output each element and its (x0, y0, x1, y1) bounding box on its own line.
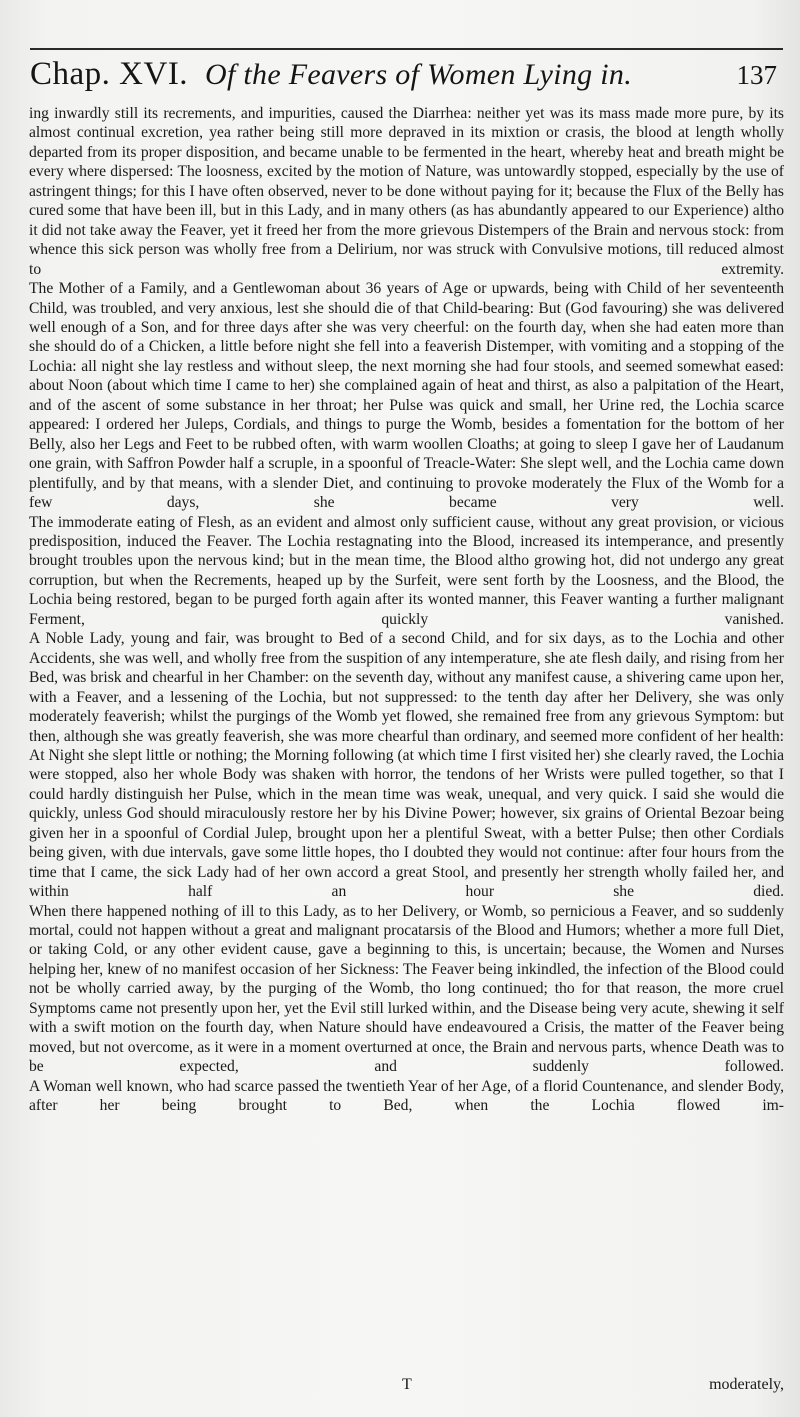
chapter-label: Chap. XVI. (30, 56, 189, 92)
catchword: moderately, (709, 1376, 784, 1393)
body-text (29, 104, 784, 1116)
paragraph-commentary: When there happened nothing of ill to this Lady, as to her Delivery, or Womb, so pernicious a Feaver, and so suddenly mortal, could not happen without a great and malignant procatarsis of the Blood and Humors; whether a more full Diet, or taking Cold, or any other evident cause, gave a beginning to this, is uncertain; because, the Women and Nurses helping her, knew of no manifest occasion of her Sickness: The Feaver being inkindled, the infection of the Blood could not be wholly carried away, by the purging of the Womb, tho long continued; tho for that reason, the more cruel Symptoms came not presently upon her, yet the Evil still lurked within, and the Disease being very acute, shewing it self with a swift motion on the fourth day, when Nature should have endeavoured a Crisis, the matter of the Feaver being moved, but not overcome, as it were in a moment overturned at once, the Brain and nervous parts, whence Death was to be expected, and suddenly followed. (29, 902, 784, 1076)
paragraph-immoderate-eating: The immoderate eating of Flesh, as an evident and almost only sufficient cause, without any great provision, or vicious predisposition, induced the Feaver. The Lochia restagnating into the Blood, increased its intemperance, and presently brought troubles upon the nervous kind; but in the mean time, the Blood altho growing hot, did not undergo any great corruption, but when the Recrements, heaped up by the Surfeit, were sent forth by the Loosness, and the Blood, the Lochia being restored, began to be purged forth again after its wonted manner, this Feaver wanting a further malignant Ferment, quickly vanished. (29, 513, 784, 628)
page-number: 137 (736, 60, 777, 90)
paragraph-noble-lady: A Noble Lady, young and fair, was brought to Bed of a second Child, and for six days, as to the Lochia and other Accidents, she was well, and wholly free from the suspition of any intemperature, she ate flesh daily, and rising from her Bed, was brisk and chearful in her Chamber: on the seventh day, without any manifest cause, a shivering came upon her, with a Feaver, and a lessening of the Lochia, but not suppressed: to the tenth day after her Delivery, she was only moderately feaverish; whilst the purgings of the Womb yet flowed, she remained free from any grievous Symptom: but then, although she was greatly feaverish, she was more chearful than ordinary, and seemed more confident of her health: At Night she slept little or nothing; the Morning following (at which time I first visited her) she clearly raved, the Lochia were stopped, also her whole Body was shaken with horror, the tendons of her Wrists were pulled together, so that I could hardly distinguish her Pulse, which in the mean time was weak, unequal, and very quick. I said she would die quickly, unless God should miraculously restore her by his Divine Power; however, six grains of Oriental Bezoar being given her in a spoonful of Cordial Julep, brought upon her a plentiful Sweat, with a better Pulse; then other Cordials being given, with due intervals, gave some little hopes, tho I doubted they would not continue: after four hours from the time that I came, the sick Lady had of her own accord a great Stool, and presently her strength wholly failed her, and within half an hour she died. (29, 630, 784, 901)
page-footer (29, 1376, 784, 1400)
paragraph-continuation: ing inwardly still its recrements, and impurities, caused the Diarrhea: neither yet was its mass made more pure, by its almost continual excretion, yea rather being still more depraved in its mixtion or crasis, the blood at length wholly departed from its proper disposition, and became unable to be fermented in the heart, whereby heat and breath might be every where dispersed: The loosness, excited by the motion of Nature, was untowardly stopped, especially by the use of astringent things; for this I have often observed, never to be done without paying for it; because the Flux of the Belly has cured some that have been ill, but in this Lady, and in many others (as has abundantly appeared to our Experience) altho it did not take away the Feaver, yet it freed her from the more grievous Distempers of the Brain and nervous stock: from whence this sick person was wholly free from a Delirium, nor was struck with Convulsive motions, till reduced almost to extremity. (29, 105, 784, 278)
running-header (30, 54, 783, 102)
signature-mark: T (402, 1376, 412, 1393)
paragraph-woman-well-known: A Woman well known, who had scarce passed the twentieth Year of her Age, of a florid Countenance, and slender Body, after her being brought to Bed, when the Lochia flowed im- (29, 1077, 784, 1115)
header-rule (30, 48, 783, 50)
paragraph-mother-of-family: The Mother of a Family, and a Gentlewoman about 36 years of Age or upwards, being with Child of her seventeenth Child, was troubled, and very anxious, lest she should die of that Child-bearing: But (God favouring) she was delivered well enough of a Son, and for three days after she was very cheerful: on the fourth day, when she had eaten more than she should do of a Chicken, a little before night she fell into a feaverish Distemper, with vomiting and a stopping of the Lochia: all night she lay restless and without sleep, the next morning she had four stools, and seemed somewhat eased: about Noon (about which time I came to her) she complained again of heat and thirst, as also a palpitation of the Heart, and of the ascent of some substance in her throat; her Pulse was quick and small, her Urine red, the Lochia scarce appeared: I ordered her Juleps, Cordials, and things to purge the Womb, besides a fomentation for the bottom of her Belly, also her Legs and Feet to be rubbed often, with warm woollen Cloaths; at going to sleep I gave her of Laudanum one grain, with Saffron Powder half a scruple, in a spoonful of Treacle-Water: She slept well, and the Lochia came down plentifully, and by that means, with a slender Diet, and continuing to provoke moderately the Flux of the Womb for a few days, she became very well. (29, 280, 784, 512)
running-title: Of the Feavers of Women Lying in. (205, 58, 632, 91)
